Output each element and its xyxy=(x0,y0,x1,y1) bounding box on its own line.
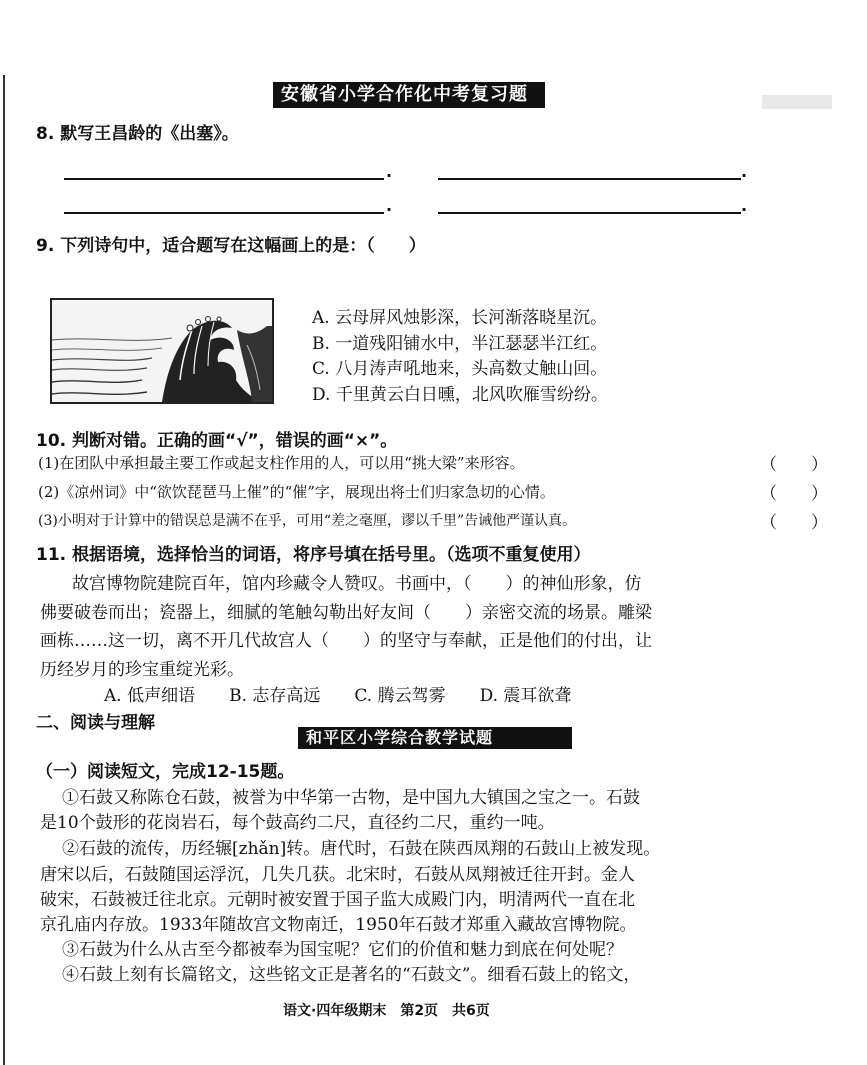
sea-waves-drawing xyxy=(52,300,272,402)
section-heading-reading: 二、阅读与理解 xyxy=(36,713,155,733)
page-footer: 语文·四年级期末 第2页 共6页 xyxy=(283,1003,490,1019)
binding-rule xyxy=(3,75,5,1065)
passage-line-5: 破宋，石鼓被迁往北京。元朝时被安置于国子监大成殿门内，明清两代一直在北 xyxy=(40,890,635,910)
q10-answer-1[interactable]: （ ） xyxy=(760,455,828,475)
reading-instructions: （一）阅读短文，完成12-15题。 xyxy=(36,762,295,782)
q8-line-end-1: . xyxy=(386,162,393,181)
q11-passage-line-4: 历经岁月的珍宝重绽光彩。 xyxy=(40,660,244,680)
q11-passage-line-3: 画栋……这一切，离不开几代故宫人（ ）的坚守与奉献，正是他们的付出，让 xyxy=(40,631,652,651)
q10-item-2: (2)《凉州词》中“欲饮琵琶马上催”的“催”字，展现出将士们归家急切的心情。 xyxy=(38,483,555,501)
q11-passage-line-1: 故宫博物院建院百年，馆内珍藏令人赞叹。书画中，（ ）的神仙形象，仿 xyxy=(72,574,642,594)
passage-line-1: ①石鼓又称陈仓石鼓，被誉为中华第一古物，是中国九大镇国之宝之一。石鼓 xyxy=(62,788,640,808)
q8-line-end-4: . xyxy=(741,196,748,215)
q11-passage-line-2: 佛要破卷而出；瓷器上，细腻的笔触勾勒出好友间（ ）亲密交流的场景。雕梁 xyxy=(40,603,652,623)
q8-line-end-2: . xyxy=(741,162,748,181)
sea-waves-icon xyxy=(50,298,274,404)
q9-option-a[interactable]: A. 云母屏风烛影深，长河渐落晓星沉。 xyxy=(312,308,608,328)
passage-line-4: 唐宋以后，石鼓随国运浮沉，几失几获。北宋时，石鼓从凤翔被迁往开封。金人 xyxy=(40,865,635,885)
q8-answer-line-3[interactable] xyxy=(64,212,384,214)
q9-option-c[interactable]: C. 八月涛声吼地来，头高数丈触山回。 xyxy=(312,359,608,379)
watermark-stamp-middle: 和平区小学综合教学试题 xyxy=(298,727,572,749)
watermark-stamp-top: 安徽省小学合作化中考复习题 xyxy=(273,82,545,108)
passage-line-8: ④石鼓上刻有长篇铭文，这些铭文正是著名的“石鼓文”。细看石鼓上的铭文， xyxy=(62,965,641,985)
q10-answer-3[interactable]: （ ） xyxy=(760,513,828,533)
q8-line-end-3: . xyxy=(386,196,393,215)
q8-prompt: 8. 默写王昌龄的《出塞》。 xyxy=(36,124,239,144)
q9-option-d[interactable]: D. 千里黄云白日曛，北风吹雁雪纷纷。 xyxy=(312,385,608,405)
q10-answer-2[interactable]: （ ） xyxy=(760,484,828,504)
q8-answer-line-1[interactable] xyxy=(64,178,384,180)
q9-option-b[interactable]: B. 一道残阳铺水中，半江瑟瑟半江红。 xyxy=(312,334,608,354)
q8-answer-line-2[interactable] xyxy=(438,178,741,180)
q9-prompt: 9. 下列诗句中，适合题写在这幅画上的是：（ ） xyxy=(36,236,426,256)
q10-item-1: (1)在团队中承担最主要工作或起支柱作用的人，可以用“挑大梁”来形容。 xyxy=(38,454,525,472)
passage-line-6: 京孔庙内存放。1933年随故宫文物南迁，1950年石鼓才郑重入藏故宫博物院。 xyxy=(40,915,637,935)
q11-prompt: 11. 根据语境，选择恰当的词语，将序号填在括号里。（选项不重复使用） xyxy=(36,545,591,565)
q10-prompt: 10. 判断对错。正确的画“√”，错误的画“×”。 xyxy=(36,431,398,451)
q10-item-3: (3)小明对于计算中的错误总是满不在乎，可用“差之毫厘，谬以千里”告诫他严谨认真。 xyxy=(38,513,577,529)
scan-smudge xyxy=(762,95,832,109)
passage-line-7: ③石鼓为什么从古至今都被奉为国宝呢？它们的价值和魅力到底在何处呢？ xyxy=(62,940,623,960)
passage-line-3: ②石鼓的流传，历经辗[zhǎn]转。唐代时，石鼓在陕西凤翔的石鼓山上被发现。 xyxy=(62,839,661,859)
q8-answer-line-4[interactable] xyxy=(438,212,741,214)
passage-line-2: 是10个鼓形的花岗岩石，每个鼓高约二尺，直径约二尺，重约一吨。 xyxy=(40,813,555,833)
q11-choices: A. 低声细语 B. 志存高远 C. 腾云驾雾 D. 震耳欲聋 xyxy=(104,686,572,706)
